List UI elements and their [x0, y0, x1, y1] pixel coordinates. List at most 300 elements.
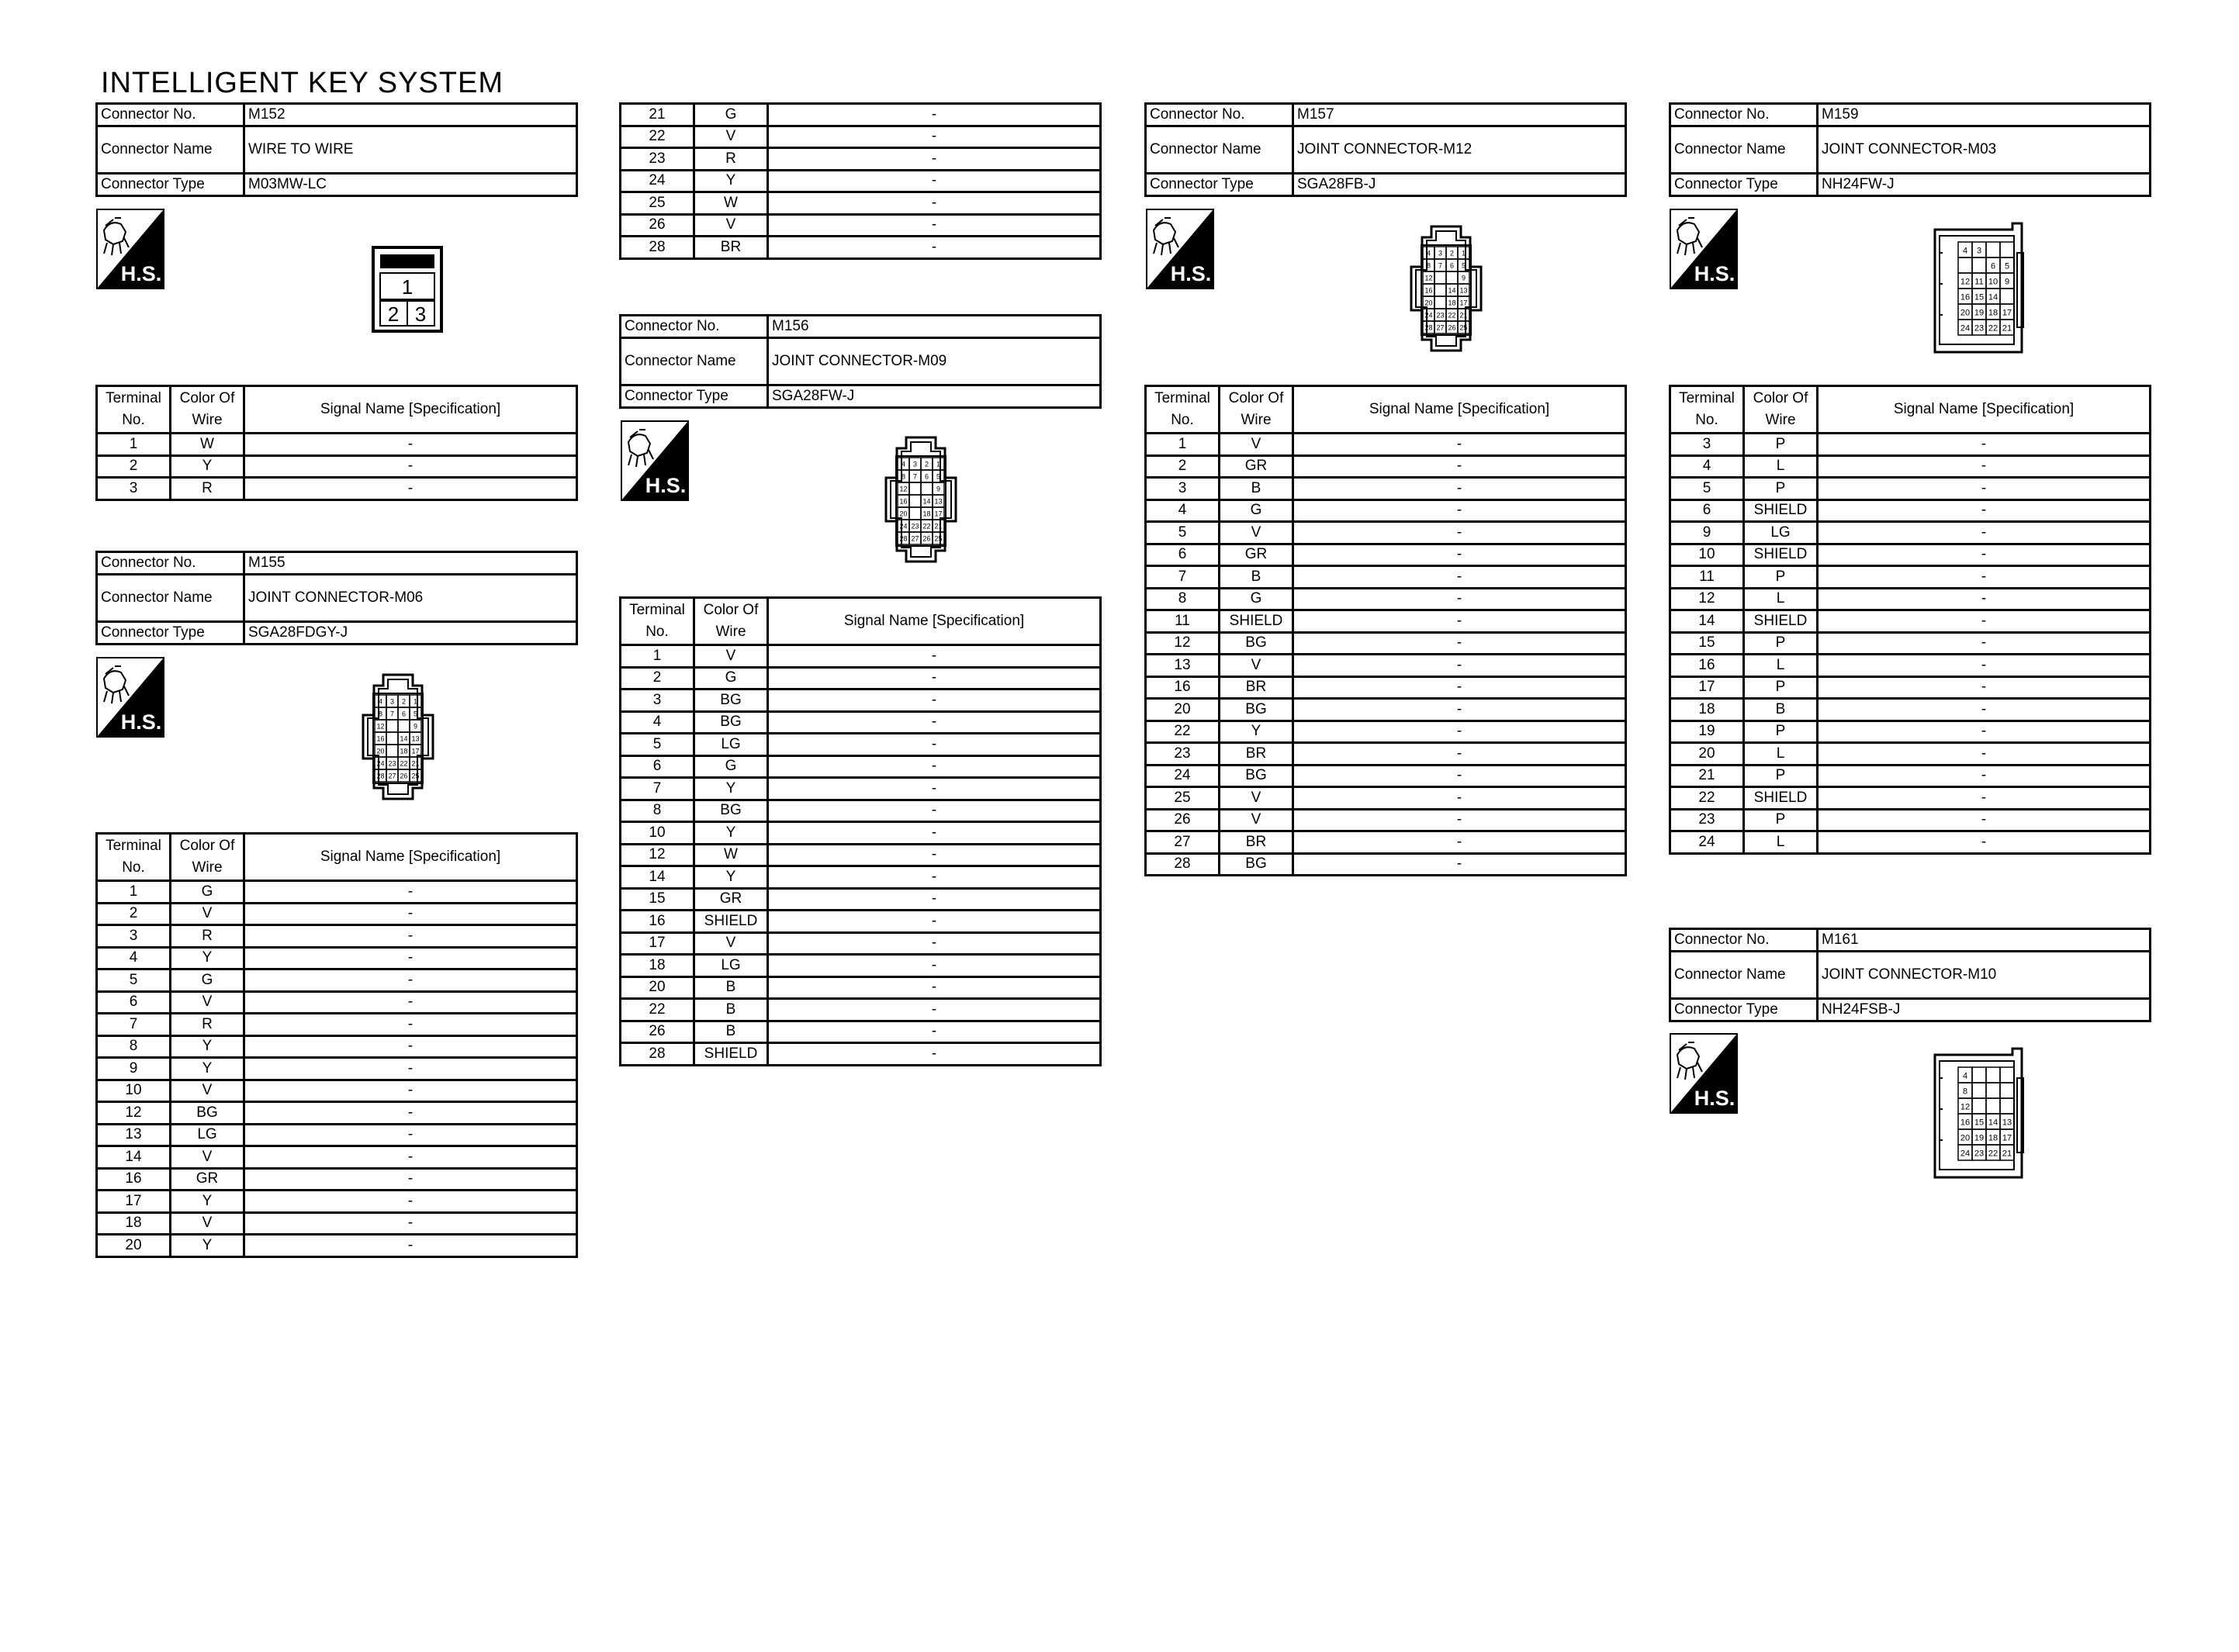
table-row	[97, 434, 577, 456]
wire-color-cell: P	[1744, 434, 1818, 456]
table-row	[621, 148, 1101, 171]
signal-name-cell: -	[768, 844, 1101, 866]
wire-color-cell: V	[694, 645, 768, 668]
pin-label: 6	[1990, 261, 1996, 271]
terminal-no-cell: 1	[621, 645, 694, 668]
pin-label: 6	[924, 472, 929, 481]
connector-no-label: Connector No.	[1146, 104, 1293, 126]
signal-name-cell: -	[768, 170, 1101, 192]
table-row	[1670, 676, 2151, 699]
pin-label: 18	[922, 510, 931, 518]
wire-color-cell: V	[171, 991, 244, 1014]
pin-label: 25	[934, 534, 943, 543]
connector-diagram-m155	[351, 672, 445, 802]
wire-color-cell: Y	[171, 1235, 244, 1257]
table-row	[97, 1212, 577, 1235]
connector-no-value: M156	[768, 316, 1101, 338]
terminal-no-cell: 11	[1146, 610, 1220, 633]
wire-color-cell: R	[171, 1014, 244, 1036]
pin-label: 15	[1974, 292, 1985, 302]
connector-no-value: M161	[1818, 929, 2151, 952]
wire-color-cell: Y	[171, 1035, 244, 1058]
connector-no-label: Connector No.	[97, 104, 244, 126]
terminal-no-cell: 2	[1146, 455, 1220, 478]
pin-label: 13	[1459, 286, 1468, 295]
terminal-no-cell: 26	[621, 1021, 694, 1043]
wire-color-header: Color Of Wire	[1744, 386, 1818, 434]
terminal-table-m157	[1144, 385, 1627, 876]
connector-type-label: Connector Type	[621, 385, 768, 408]
wire-color-cell: Y	[171, 455, 244, 478]
table-header-row	[621, 598, 1101, 645]
connector-info-m161	[1669, 928, 2151, 1022]
wire-color-cell: G	[171, 969, 244, 992]
terminal-no-cell: 17	[97, 1191, 171, 1213]
signal-name-cell: -	[244, 925, 577, 948]
table-row	[1670, 566, 2151, 589]
signal-name-cell: -	[768, 734, 1101, 756]
terminal-no-cell: 1	[1146, 434, 1220, 456]
table-row	[1670, 831, 2151, 854]
signal-name-cell: -	[1818, 676, 2151, 699]
terminal-no-cell: 16	[1670, 655, 1744, 677]
connector-type-label: Connector Type	[1146, 174, 1293, 196]
page-title: INTELLIGENT KEY SYSTEM	[101, 67, 504, 99]
terminal-no-cell: 5	[1670, 478, 1744, 500]
pin-label: 16	[1424, 286, 1433, 295]
terminal-no-cell: 10	[1670, 544, 1744, 566]
table-row	[97, 1080, 577, 1102]
signal-name-cell: -	[1293, 831, 1626, 854]
terminal-no-cell: 4	[1146, 499, 1220, 522]
signal-name-cell: -	[244, 1080, 577, 1102]
terminal-no-header: Terminal No.	[621, 598, 694, 645]
signal-name-cell: -	[244, 881, 577, 904]
terminal-no-cell: 28	[621, 1043, 694, 1066]
table-row	[1146, 610, 1626, 633]
signal-name-cell: -	[1293, 721, 1626, 743]
wire-color-cell: GR	[694, 888, 768, 911]
harness-side-icon	[96, 657, 164, 738]
table-row	[621, 844, 1101, 866]
terminal-no-cell: 24	[1670, 831, 1744, 854]
connector-no-label: Connector No.	[1670, 104, 1818, 126]
wire-color-cell: L	[1744, 455, 1818, 478]
harness-side-icon	[1146, 209, 1214, 289]
signal-name-cell: -	[1818, 632, 2151, 655]
pin-label: 3	[414, 302, 427, 326]
signal-name-cell: -	[1293, 522, 1626, 544]
pin-label: 14	[1448, 286, 1456, 295]
signal-name-cell: -	[1293, 566, 1626, 589]
pin-label: 23	[1436, 311, 1445, 320]
pin-label: 22	[1988, 323, 1998, 334]
wire-color-header: Color Of Wire	[694, 598, 768, 645]
pin-label: 1	[401, 275, 414, 299]
wire-color-cell: Y	[694, 822, 768, 845]
pin-label: 3	[389, 697, 395, 706]
signal-name-cell: -	[768, 999, 1101, 1021]
connector-type-value: NH24FW-J	[1818, 174, 2151, 196]
pin-label: 8	[1962, 1087, 1968, 1097]
terminal-no-cell: 22	[621, 999, 694, 1021]
wire-color-cell: W	[171, 434, 244, 456]
wire-color-cell: LG	[171, 1124, 244, 1146]
terminal-no-cell: 20	[1146, 699, 1220, 721]
table-row	[97, 947, 577, 969]
signal-name-cell: -	[1818, 478, 2151, 500]
terminal-no-cell: 3	[1670, 434, 1744, 456]
wire-color-cell: R	[694, 148, 768, 171]
pin-label: 22	[1448, 311, 1456, 320]
table-row	[1146, 522, 1626, 544]
wire-color-cell: P	[1744, 765, 1818, 787]
signal-name-cell: -	[768, 148, 1101, 171]
terminal-no-cell: 15	[1670, 632, 1744, 655]
connector-type-value: SGA28FDGY-J	[244, 622, 577, 645]
signal-name-cell: -	[244, 947, 577, 969]
signal-name-cell: -	[1818, 721, 2151, 743]
table-row	[621, 214, 1101, 237]
table-row	[97, 1058, 577, 1080]
pin-label: 2	[1449, 249, 1455, 257]
wire-color-cell: P	[1744, 566, 1818, 589]
terminal-no-cell: 28	[1146, 853, 1220, 876]
terminal-no-cell: 5	[97, 969, 171, 992]
terminal-no-cell: 9	[1670, 522, 1744, 544]
pin-label: 13	[2002, 1118, 2012, 1128]
wire-color-cell: L	[1744, 743, 1818, 766]
pin-label: 12	[1960, 277, 1971, 287]
signal-name-cell: -	[1293, 455, 1626, 478]
wire-color-cell: BG	[694, 800, 768, 822]
signal-name-cell: -	[244, 1035, 577, 1058]
signal-name-cell: -	[768, 955, 1101, 977]
signal-name-cell: -	[1293, 588, 1626, 610]
pin-label: 17	[1459, 299, 1468, 307]
terminal-no-cell: 17	[621, 932, 694, 955]
table-row	[621, 734, 1101, 756]
pin-label: 27	[911, 534, 919, 543]
hs-badge-label: H.S.	[645, 474, 687, 497]
terminal-no-cell: 7	[621, 778, 694, 800]
table-row	[97, 1124, 577, 1146]
wire-color-cell: GR	[171, 1168, 244, 1191]
table-row	[621, 104, 1101, 126]
table-header-row	[1146, 386, 1626, 434]
table-row	[97, 1146, 577, 1169]
table-row	[621, 126, 1101, 148]
pin-label: 24	[1424, 311, 1433, 320]
signal-name-cell: -	[1818, 831, 2151, 854]
terminal-no-cell: 22	[1146, 721, 1220, 743]
pin-label: 23	[1974, 1149, 1985, 1159]
pin-label: 27	[388, 772, 396, 780]
table-row	[1146, 699, 1626, 721]
terminal-no-cell: 18	[1670, 699, 1744, 721]
wire-color-cell: SHIELD	[1744, 544, 1818, 566]
pin-label: 20	[1960, 1133, 1971, 1143]
wire-color-cell: G	[694, 104, 768, 126]
signal-name-cell: -	[244, 1212, 577, 1235]
wire-color-cell: V	[694, 932, 768, 955]
table-row	[1146, 809, 1626, 831]
signal-name-cell: -	[244, 1124, 577, 1146]
terminal-no-cell: 14	[621, 866, 694, 889]
connector-diagram-m156	[874, 434, 968, 565]
pin-label: 9	[413, 722, 418, 731]
wire-color-cell: Y	[1220, 721, 1293, 743]
table-row	[1670, 610, 2151, 633]
signal-name-cell: -	[1293, 787, 1626, 810]
wire-color-cell: B	[1220, 478, 1293, 500]
wire-color-cell: G	[1220, 499, 1293, 522]
table-row	[621, 911, 1101, 933]
wire-color-header: Color Of Wire	[171, 834, 244, 881]
connector-type-value: SGA28FW-J	[768, 385, 1101, 408]
connector-type-label: Connector Type	[1670, 999, 1818, 1021]
signal-name-cell: -	[768, 126, 1101, 148]
pin-label: 17	[2002, 308, 2012, 318]
connector-type-label: Connector Type	[97, 622, 244, 645]
signal-name-cell: -	[244, 1168, 577, 1191]
wire-color-cell: W	[694, 192, 768, 215]
pin-label: 4	[1962, 246, 1968, 256]
terminal-no-cell: 18	[621, 955, 694, 977]
table-row	[621, 170, 1101, 192]
pin-label: 9	[2004, 277, 2010, 287]
signal-name-cell: -	[768, 888, 1101, 911]
wire-color-cell: V	[171, 1080, 244, 1102]
signal-name-cell: -	[768, 214, 1101, 237]
signal-name-cell: -	[244, 903, 577, 925]
hs-badge-label: H.S.	[1170, 262, 1212, 285]
terminal-no-cell: 20	[97, 1235, 171, 1257]
pin-label: 3	[1438, 249, 1443, 257]
table-row	[621, 711, 1101, 734]
wire-color-cell: B	[694, 1021, 768, 1043]
pin-label: 21	[411, 759, 420, 768]
table-row	[1670, 809, 2151, 831]
terminal-table-m156	[619, 596, 1102, 1066]
wire-color-cell: BG	[694, 689, 768, 712]
pin-label: 21	[2002, 323, 2012, 334]
connector-info-m159	[1669, 102, 2151, 197]
connector-name-value: JOINT CONNECTOR-M09	[768, 338, 1101, 385]
table-row	[1670, 743, 2151, 766]
table-row	[621, 888, 1101, 911]
pin-label: 14	[1988, 292, 1998, 302]
table-row	[97, 969, 577, 992]
connector-name-value: WIRE TO WIRE	[244, 126, 577, 174]
signal-name-cell: -	[768, 866, 1101, 889]
wire-color-cell: V	[1220, 809, 1293, 831]
table-row	[1146, 721, 1626, 743]
signal-name-cell: -	[768, 778, 1101, 800]
table-row	[621, 689, 1101, 712]
wire-color-cell: BR	[1220, 676, 1293, 699]
hs-badge-label: H.S.	[1694, 1087, 1735, 1110]
signal-name-header: Signal Name [Specification]	[244, 386, 577, 434]
wire-color-cell: Y	[694, 170, 768, 192]
table-row	[1146, 434, 1626, 456]
table-row	[1146, 455, 1626, 478]
table-row	[1146, 765, 1626, 787]
signal-name-cell: -	[768, 645, 1101, 668]
wire-color-cell: B	[1220, 566, 1293, 589]
pin-label: 13	[934, 497, 943, 506]
terminal-no-cell: 28	[621, 237, 694, 259]
table-row	[1146, 632, 1626, 655]
signal-name-header: Signal Name [Specification]	[1293, 386, 1626, 434]
table-row	[97, 881, 577, 904]
signal-name-header: Signal Name [Specification]	[1818, 386, 2151, 434]
signal-name-cell: -	[768, 104, 1101, 126]
pin-label: 16	[899, 497, 908, 506]
connector-no-label: Connector No.	[1670, 929, 1818, 952]
signal-name-cell: -	[244, 1191, 577, 1213]
terminal-no-cell: 4	[1670, 455, 1744, 478]
signal-name-cell: -	[768, 689, 1101, 712]
pin-label: 22	[922, 522, 931, 531]
connector-type-value: NH24FSB-J	[1818, 999, 2151, 1021]
table-row	[621, 645, 1101, 668]
signal-name-cell: -	[1293, 544, 1626, 566]
terminal-no-cell: 9	[97, 1058, 171, 1080]
terminal-no-cell: 15	[621, 888, 694, 911]
pin-label: 22	[1988, 1149, 1998, 1159]
pin-label: 8	[1426, 261, 1431, 270]
table-row	[1146, 676, 1626, 699]
signal-name-cell: -	[244, 1058, 577, 1080]
table-row	[1670, 765, 2151, 787]
pin-label: 7	[1438, 261, 1443, 270]
table-row	[621, 667, 1101, 689]
terminal-no-cell: 6	[1146, 544, 1220, 566]
pin-label: 5	[936, 472, 941, 481]
pin-label: 17	[2002, 1133, 2012, 1143]
table-row	[1146, 566, 1626, 589]
wire-color-cell: G	[1220, 588, 1293, 610]
terminal-no-cell: 16	[1146, 676, 1220, 699]
hs-badge-label: H.S.	[120, 262, 162, 285]
wire-color-cell: BG	[1220, 853, 1293, 876]
pin-label: 20	[1424, 299, 1433, 307]
pin-label: 13	[411, 734, 420, 743]
table-row	[621, 192, 1101, 215]
terminal-no-cell: 3	[97, 478, 171, 500]
pin-label: 5	[2004, 261, 2010, 271]
connector-name-value: JOINT CONNECTOR-M06	[244, 575, 577, 622]
pin-label: 19	[1974, 1133, 1985, 1143]
wire-color-cell: P	[1744, 478, 1818, 500]
wire-color-cell: R	[171, 925, 244, 948]
pin-label: 9	[936, 485, 941, 493]
table-row	[97, 1168, 577, 1191]
table-row	[97, 991, 577, 1014]
connector-type-label: Connector Type	[1670, 174, 1818, 196]
table-row	[1146, 853, 1626, 876]
terminal-no-cell: 24	[1146, 765, 1220, 787]
terminal-no-header: Terminal No.	[1146, 386, 1220, 434]
wire-color-cell: V	[171, 1212, 244, 1235]
table-row	[97, 1191, 577, 1213]
table-row	[97, 1102, 577, 1125]
wire-color-cell: BG	[1220, 632, 1293, 655]
wire-color-cell: Y	[171, 947, 244, 969]
terminal-no-cell: 3	[621, 689, 694, 712]
signal-name-cell: -	[768, 1021, 1101, 1043]
pin-label: 21	[2002, 1149, 2012, 1159]
table-row	[1146, 588, 1626, 610]
terminal-no-cell: 8	[621, 800, 694, 822]
pin-label: 5	[1461, 261, 1466, 270]
signal-name-cell: -	[1818, 434, 2151, 456]
terminal-no-cell: 23	[621, 148, 694, 171]
pin-label: 14	[1988, 1118, 1998, 1128]
table-row	[621, 778, 1101, 800]
signal-name-cell: -	[768, 237, 1101, 259]
table-row	[97, 903, 577, 925]
signal-name-cell: -	[1293, 478, 1626, 500]
terminal-no-cell: 25	[621, 192, 694, 215]
wire-color-cell: G	[694, 755, 768, 778]
terminal-no-cell: 12	[621, 844, 694, 866]
harness-side-icon	[621, 420, 689, 501]
table-row	[1146, 831, 1626, 854]
terminal-no-cell: 19	[1670, 721, 1744, 743]
pin-label: 12	[1960, 1102, 1971, 1112]
terminal-no-cell: 24	[621, 170, 694, 192]
connector-info-m157	[1144, 102, 1627, 197]
table-row	[621, 237, 1101, 259]
wire-color-cell: R	[171, 478, 244, 500]
signal-name-cell: -	[768, 800, 1101, 822]
wire-color-cell: B	[694, 999, 768, 1021]
signal-name-cell: -	[768, 192, 1101, 215]
terminal-no-cell: 4	[97, 947, 171, 969]
table-row	[1670, 699, 2151, 721]
pin-label: 21	[1459, 311, 1468, 320]
table-row	[1146, 478, 1626, 500]
table-row	[621, 822, 1101, 845]
wire-color-cell: Y	[694, 866, 768, 889]
signal-name-cell: -	[768, 976, 1101, 999]
pin-label: 28	[899, 534, 908, 543]
terminal-no-cell: 6	[97, 991, 171, 1014]
terminal-no-cell: 10	[621, 822, 694, 845]
terminal-no-cell: 13	[1146, 655, 1220, 677]
pin-label: 19	[1974, 308, 1985, 318]
wire-color-cell: LG	[694, 955, 768, 977]
table-row	[1670, 632, 2151, 655]
pin-label: 7	[912, 472, 918, 481]
signal-name-cell: -	[1293, 765, 1626, 787]
signal-name-cell: -	[1818, 544, 2151, 566]
connector-no-label: Connector No.	[621, 316, 768, 338]
pin-label: 24	[899, 522, 908, 531]
pin-label: 1	[936, 460, 941, 468]
pin-label: 25	[411, 772, 420, 780]
pin-label: 17	[934, 510, 943, 518]
wire-color-cell: P	[1744, 632, 1818, 655]
connector-name-label: Connector Name	[1146, 126, 1293, 174]
terminal-no-cell: 5	[621, 734, 694, 756]
wire-color-cell: BR	[1220, 743, 1293, 766]
wire-color-cell: V	[694, 126, 768, 148]
wire-color-cell: V	[1220, 434, 1293, 456]
signal-name-cell: -	[1293, 676, 1626, 699]
